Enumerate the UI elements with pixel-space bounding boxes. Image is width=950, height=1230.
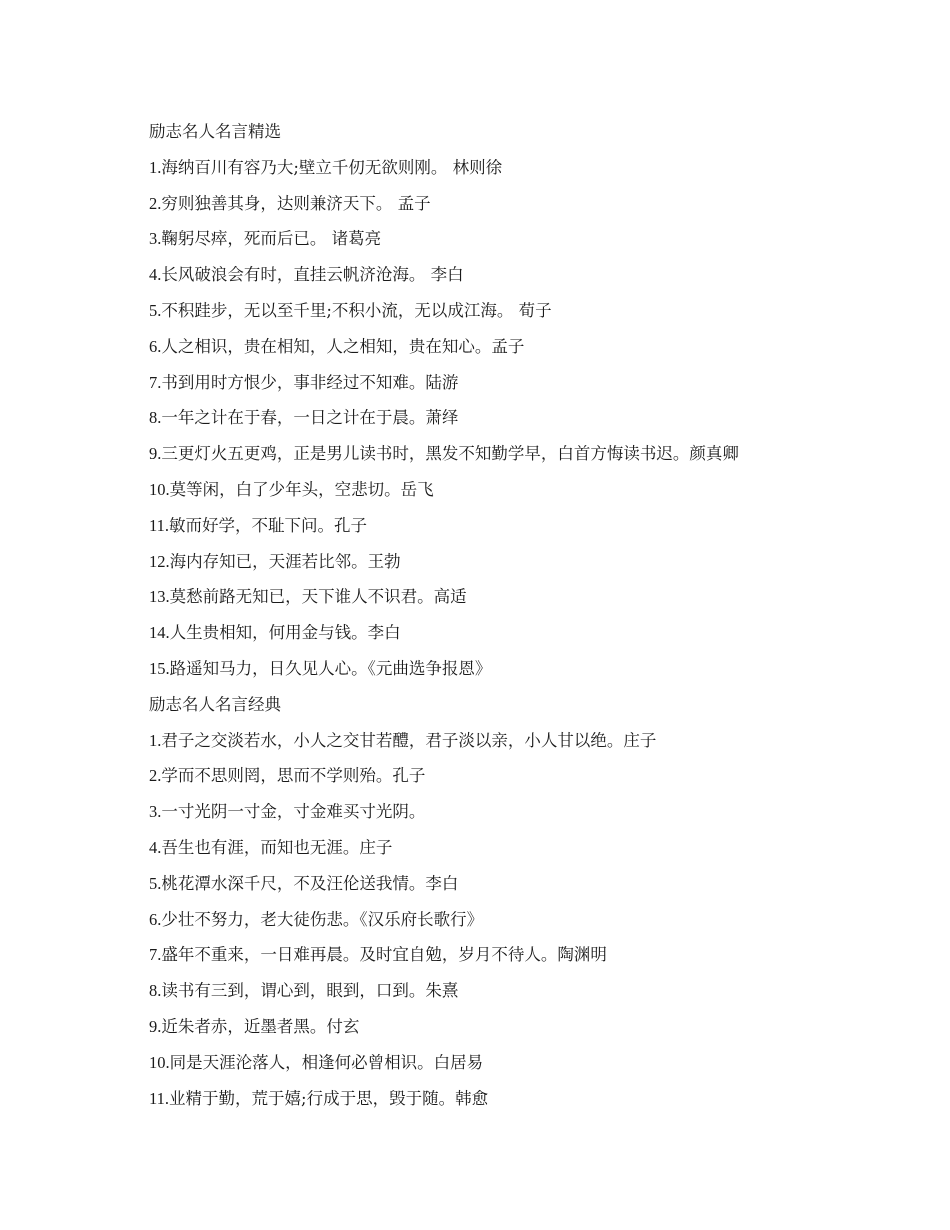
quote-text: 盛年不重来，一日难再晨。及时宜自勉，岁月不待人。陶渊明 bbox=[161, 945, 607, 965]
quote-line bbox=[149, 400, 909, 436]
quote-number: 1. bbox=[149, 157, 162, 177]
quote-line bbox=[149, 221, 909, 257]
quote-number: 4. bbox=[149, 265, 162, 285]
quote-line bbox=[149, 150, 909, 186]
quote-line bbox=[149, 365, 909, 401]
document-body bbox=[149, 114, 909, 1116]
quote-number: 15. bbox=[149, 658, 170, 678]
quote-text: 不积跬步，无以至千里;不积小流，无以成江海。 荀子 bbox=[161, 300, 552, 320]
quote-text: 敏而好学，不耻下问。孔子 bbox=[169, 515, 368, 535]
quote-text: 海内存知已，天涯若比邻。王勃 bbox=[169, 551, 401, 571]
quote-line bbox=[149, 579, 909, 615]
quote-text: 一年之计在于春，一日之计在于晨。萧绎 bbox=[161, 408, 459, 428]
quote-number: 10. bbox=[149, 1052, 170, 1072]
quote-text: 人生贵相知，何用金与钱。李白 bbox=[169, 623, 401, 643]
quote-text: 三更灯火五更鸡，正是男儿读书时，黑发不知勤学早，白首方悔读书迟。颜真卿 bbox=[161, 444, 739, 464]
quote-text: 读书有三到，谓心到，眼到，口到。朱熹 bbox=[161, 981, 459, 1001]
quote-line bbox=[149, 973, 909, 1009]
quote-line bbox=[149, 937, 909, 973]
quote-number: 10. bbox=[149, 479, 170, 499]
quote-number: 1. bbox=[149, 730, 162, 750]
quote-number: 4. bbox=[149, 837, 162, 857]
quote-line bbox=[149, 902, 909, 938]
quote-text: 莫等闲，白了少年头，空悲切。岳飞 bbox=[169, 479, 434, 499]
quote-text: 少壮不努力，老大徒伤悲。《汉乐府长歌行》 bbox=[161, 909, 484, 929]
quote-number: 5. bbox=[149, 873, 162, 893]
quote-line bbox=[149, 615, 909, 651]
quote-number: 8. bbox=[149, 408, 162, 428]
quote-text: 人之相识，贵在相知，人之相知，贵在知心。孟子 bbox=[161, 336, 525, 356]
quote-number: 11. bbox=[149, 515, 170, 535]
quote-number: 13. bbox=[149, 587, 170, 607]
quote-number: 2. bbox=[149, 766, 162, 786]
quote-text: 一寸光阴一寸金，寸金难买寸光阴。 bbox=[161, 802, 426, 822]
quote-number: 2. bbox=[149, 193, 162, 213]
section-heading: 励志名人名言精选 bbox=[149, 122, 281, 141]
quote-line bbox=[149, 866, 909, 902]
quote-line bbox=[149, 723, 909, 759]
quote-text: 桃花潭水深千尺，不及汪伦送我情。李白 bbox=[161, 873, 459, 893]
quote-text: 业精于勤，荒于嬉;行成于思，毁于随。韩愈 bbox=[169, 1088, 489, 1108]
quote-text: 鞠躬尽瘁，死而后已。 诸葛亮 bbox=[161, 229, 382, 249]
quote-line bbox=[149, 329, 909, 365]
quote-number: 9. bbox=[149, 1016, 162, 1036]
quote-number: 12. bbox=[149, 551, 170, 571]
section-heading: 励志名人名言经典 bbox=[149, 694, 281, 714]
quote-number: 3. bbox=[149, 229, 162, 249]
quote-text: 学而不思则罔，思而不学则殆。孔子 bbox=[161, 766, 426, 786]
quote-text: 近朱者赤，近墨者黑。付玄 bbox=[161, 1016, 360, 1036]
quote-text: 海纳百川有容乃大;壁立千仞无欲则刚。 林则徐 bbox=[161, 157, 503, 177]
quote-line bbox=[149, 186, 909, 222]
quote-line bbox=[149, 1045, 909, 1081]
quote-line bbox=[149, 830, 909, 866]
quote-text: 同是天涯沦落人，相逢何必曾相识。白居易 bbox=[169, 1052, 484, 1072]
quote-line bbox=[149, 508, 909, 544]
quote-number: 5. bbox=[149, 300, 162, 320]
quote-number: 6. bbox=[149, 336, 162, 356]
quote-number: 3. bbox=[149, 802, 162, 822]
quote-text: 路遥知马力，日久见人心。《元曲选争报恩》 bbox=[169, 658, 492, 678]
quote-text: 莫愁前路无知已，天下谁人不识君。高适 bbox=[169, 587, 467, 607]
quote-line bbox=[149, 1009, 909, 1045]
quote-line bbox=[149, 257, 909, 293]
quote-line bbox=[149, 1081, 909, 1117]
quote-number: 14. bbox=[149, 623, 170, 643]
quote-text: 长风破浪会有时，直挂云帆济沧海。 李白 bbox=[161, 265, 464, 285]
quote-line bbox=[149, 758, 909, 794]
quote-line bbox=[149, 651, 909, 687]
quote-number: 8. bbox=[149, 981, 162, 1001]
quote-number: 9. bbox=[149, 444, 162, 464]
quote-text: 君子之交淡若水，小人之交甘若醴，君子淡以亲，小人甘以绝。庄子 bbox=[161, 730, 657, 750]
quote-text: 书到用时方恨少，事非经过不知难。陆游 bbox=[161, 372, 459, 392]
quote-number: 7. bbox=[149, 945, 162, 965]
quote-line bbox=[149, 472, 909, 508]
quote-line bbox=[149, 293, 909, 329]
quote-number: 6. bbox=[149, 909, 162, 929]
quote-number: 7. bbox=[149, 372, 162, 392]
quote-number: 11. bbox=[149, 1088, 170, 1108]
quote-line bbox=[149, 544, 909, 580]
quote-line bbox=[149, 794, 909, 830]
quote-text: 穷则独善其身，达则兼济天下。 孟子 bbox=[161, 193, 431, 213]
quote-line bbox=[149, 436, 909, 472]
quote-text: 吾生也有涯，而知也无涯。庄子 bbox=[161, 837, 393, 857]
